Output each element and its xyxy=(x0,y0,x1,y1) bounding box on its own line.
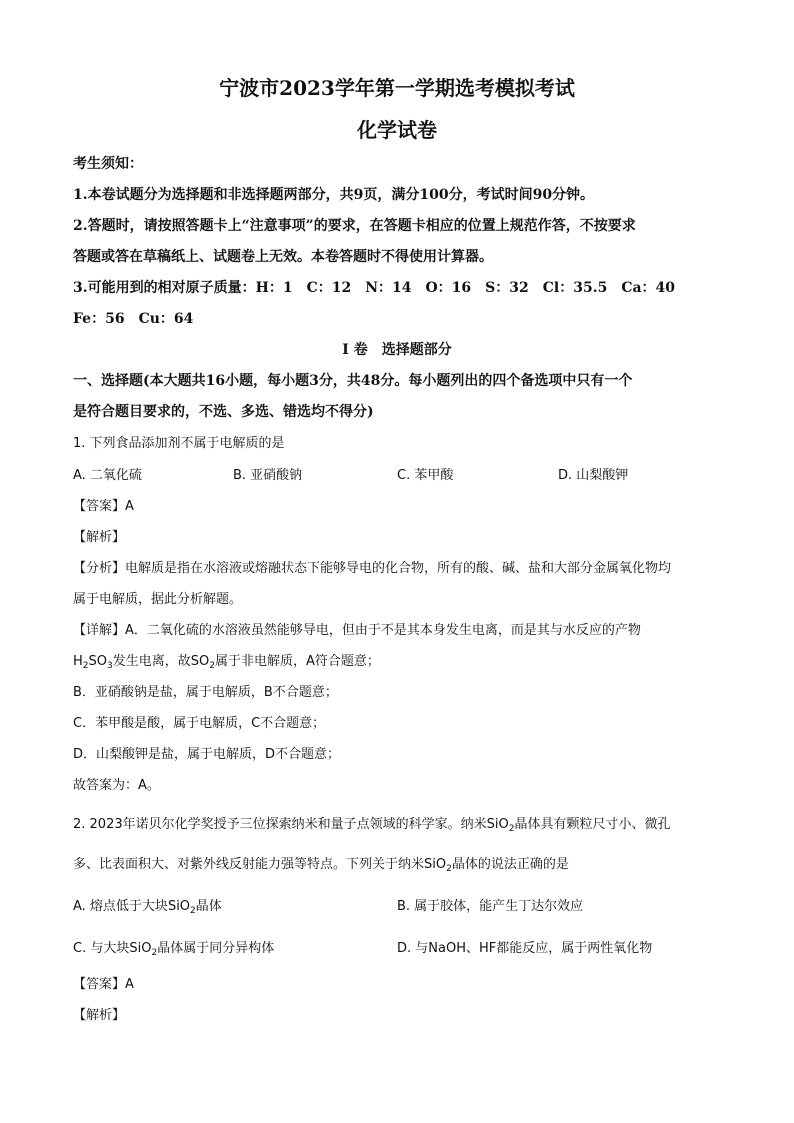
q1-option-b: B. 亚硝酸钠 xyxy=(233,468,303,483)
formula-sio: SiO xyxy=(167,899,191,914)
q2-answer: 【答案】A xyxy=(73,977,134,992)
formula-sub: 2 xyxy=(209,661,215,671)
q1-xiangjie-a: 【详解】A．二氧化硫的水溶液虽然能够导电，但由于不是其本身发生电离，而是其与水反应的产物 xyxy=(73,623,641,638)
q1-xiangjie-c: B．亚硝酸钠是盐，属于电解质，B不合题意； xyxy=(73,685,338,700)
formula-sub: 2 xyxy=(190,906,196,916)
q1-xiangjie-b xyxy=(73,650,380,669)
section-intro-b: 是符合题目要求的，不选、多选、错选均不得分) xyxy=(73,404,374,420)
option-text: 晶体 xyxy=(195,899,222,914)
q2-option-d: D. 与NaOH、HF都能反应，属于两性氧化物 xyxy=(397,941,653,956)
exam-title: 宁波市2023学年第一学期选考模拟考试 xyxy=(219,76,575,100)
q1-xiangjie-e: D．山梨酸钾是盐，属于电解质，D不合题意； xyxy=(73,747,341,762)
formula-sub: 3 xyxy=(107,661,113,671)
q2-option-c xyxy=(73,937,274,956)
q1-option-a: A. 二氧化硫 xyxy=(73,468,142,483)
option-text: 晶体属于同分异构体 xyxy=(157,941,275,956)
q1-option-c: C. 苯甲酸 xyxy=(397,468,454,483)
q1-answer: 【答案】A xyxy=(73,499,134,514)
q2-stem-b xyxy=(73,853,569,872)
q1-fenxi-a: 【分析】电解质是指在水溶液或熔融状态下能够导电的化合物，所有的酸、碱、盐和大部分金属氧化物均 xyxy=(73,561,672,576)
q2-stem-a xyxy=(73,813,670,832)
q2-option-a xyxy=(73,895,222,914)
option-text: C. 与大块 xyxy=(73,941,130,956)
q2-stem-text: 多、比表面积大、对紫外线反射能力强等特点。下列关于纳米 xyxy=(73,857,425,872)
q2-stem-text: 晶体的说法正确的是 xyxy=(451,857,569,872)
notice-item-1: 1.本卷试题分为选择题和非选择题两部分，共9页，满分100分，考试时间90分钟。 xyxy=(73,187,595,203)
xiangjie-text: 发生电离，故SO xyxy=(112,654,210,669)
section-title: I 卷 选择题部分 xyxy=(342,342,452,358)
q1-fenxi-b: 属于电解质，据此分析解题。 xyxy=(73,592,243,607)
exam-subtitle: 化学试卷 xyxy=(357,118,437,142)
formula-sio: SiO xyxy=(129,941,152,956)
formula-h: H xyxy=(73,654,83,669)
notice-heading: 考生须知： xyxy=(73,156,143,172)
option-text: A. 熔点低于大块 xyxy=(73,899,168,914)
q2-stem-text: 2. 2023年诺贝尔化学奖授予三位探索纳米和量子点领域的科学家。纳米 xyxy=(73,817,487,832)
xiangjie-text: 属于非电解质，A符合题意； xyxy=(214,654,380,669)
formula-sio: SiO xyxy=(486,817,509,832)
notice-item-2b: 答题或答在草稿纸上、试题卷上无效。本卷答题时不得使用计算器。 xyxy=(73,249,493,265)
formula-sub: 2 xyxy=(446,864,452,874)
q1-analysis-label: 【解析】 xyxy=(73,530,126,545)
notice-item-3b: Fe：56 Cu：64 xyxy=(73,311,194,327)
q1-conclusion: 故答案为：A。 xyxy=(73,778,160,793)
formula-so: SO xyxy=(88,654,107,669)
q2-stem-text: 晶体具有颗粒尺寸小、微孔 xyxy=(514,817,671,832)
formula-sub: 2 xyxy=(151,948,158,958)
q1-stem: 1. 下列食品添加剂不属于电解质的是 xyxy=(73,436,285,451)
notice-item-3a: 3.可能用到的相对原子质量：H：1 C：12 N：14 O：16 S：32 Cl：35.5 Ca：40 xyxy=(73,280,676,296)
formula-sub: 2 xyxy=(82,661,89,671)
formula-sub: 2 xyxy=(508,824,515,834)
notice-item-2a: 2.答题时，请按照答题卡上“注意事项”的要求，在答题卡相应的位置上规范作答，不按要求 xyxy=(73,218,636,234)
section-intro-a: 一、选择题(本大题共16小题，每小题3分，共48分。每小题列出的四个备选项中只有一个 xyxy=(73,373,633,389)
q1-xiangjie-d: C．苯甲酸是酸，属于电解质，C不合题意； xyxy=(73,716,326,731)
q2-option-b: B. 属于胶体，能产生丁达尔效应 xyxy=(397,899,584,914)
formula-sio: SiO xyxy=(424,857,447,872)
q1-option-d: D. 山梨酸钾 xyxy=(558,468,629,483)
q2-analysis-label: 【解析】 xyxy=(73,1008,126,1023)
